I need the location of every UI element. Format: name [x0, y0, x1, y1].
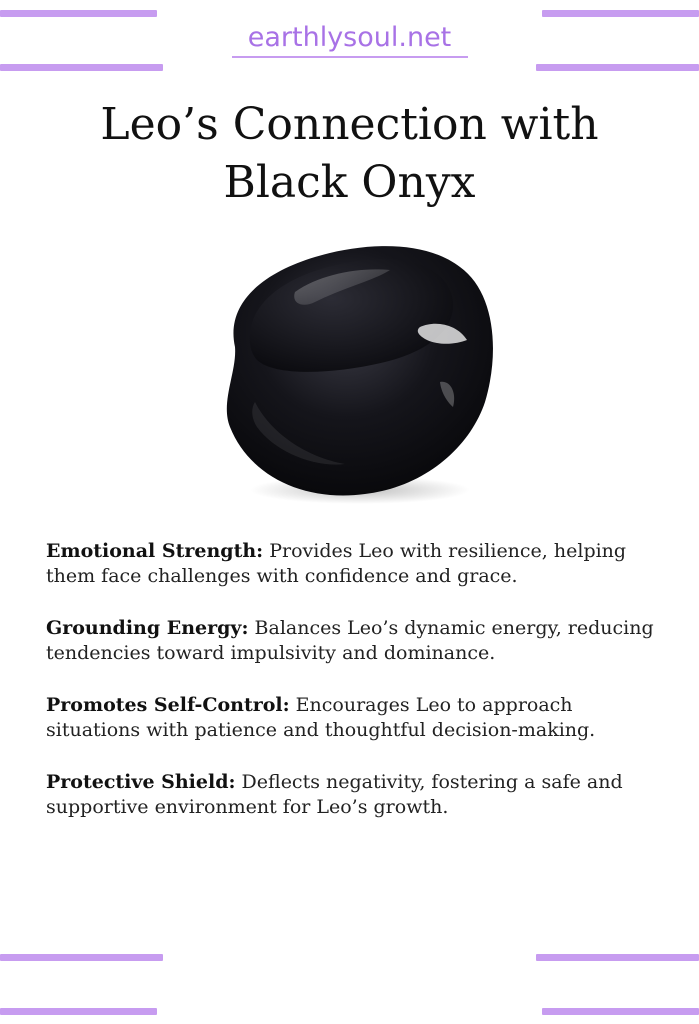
item-text: Encourages Leo to approach situations with patience and thoughtful decision-making. [46, 694, 596, 741]
item-label: Protective Shield: [46, 771, 236, 793]
top-left-bar-2 [0, 64, 163, 71]
site-logo[interactable]: earthlysoul.net [247, 22, 452, 53]
bottom-right-bar-2 [542, 1008, 699, 1015]
bottom-left-bar-2 [0, 1008, 157, 1015]
properties-list [46, 539, 666, 847]
top-left-bar-1 [0, 10, 157, 17]
bottom-right-bar-1 [536, 954, 699, 961]
list-item [46, 693, 666, 743]
page-title [40, 96, 659, 212]
item-text: Deflects negativity, fostering a safe and supportive environment for Leo’s growth. [46, 771, 623, 818]
bottom-left-bar-1 [0, 954, 163, 961]
item-label: Grounding Energy: [46, 617, 249, 639]
item-text: Balances Leo’s dynamic energy, reducing tendencies toward impulsivity and dominance. [46, 617, 654, 664]
title-line-1: Leo’s Connection with [100, 99, 599, 150]
item-text: Provides Leo with resilience, helping them face challenges with confidence and grace. [46, 540, 627, 587]
item-label: Promotes Self-Control: [46, 694, 290, 716]
black-onyx-stone-icon [195, 232, 505, 512]
logo-underline [232, 56, 468, 58]
title-line-2: Black Onyx [223, 157, 476, 208]
top-right-bar-1 [542, 10, 699, 17]
item-label: Emotional Strength: [46, 540, 264, 562]
list-item [46, 770, 666, 820]
list-item [46, 539, 666, 589]
top-right-bar-2 [536, 64, 699, 71]
list-item [46, 616, 666, 666]
